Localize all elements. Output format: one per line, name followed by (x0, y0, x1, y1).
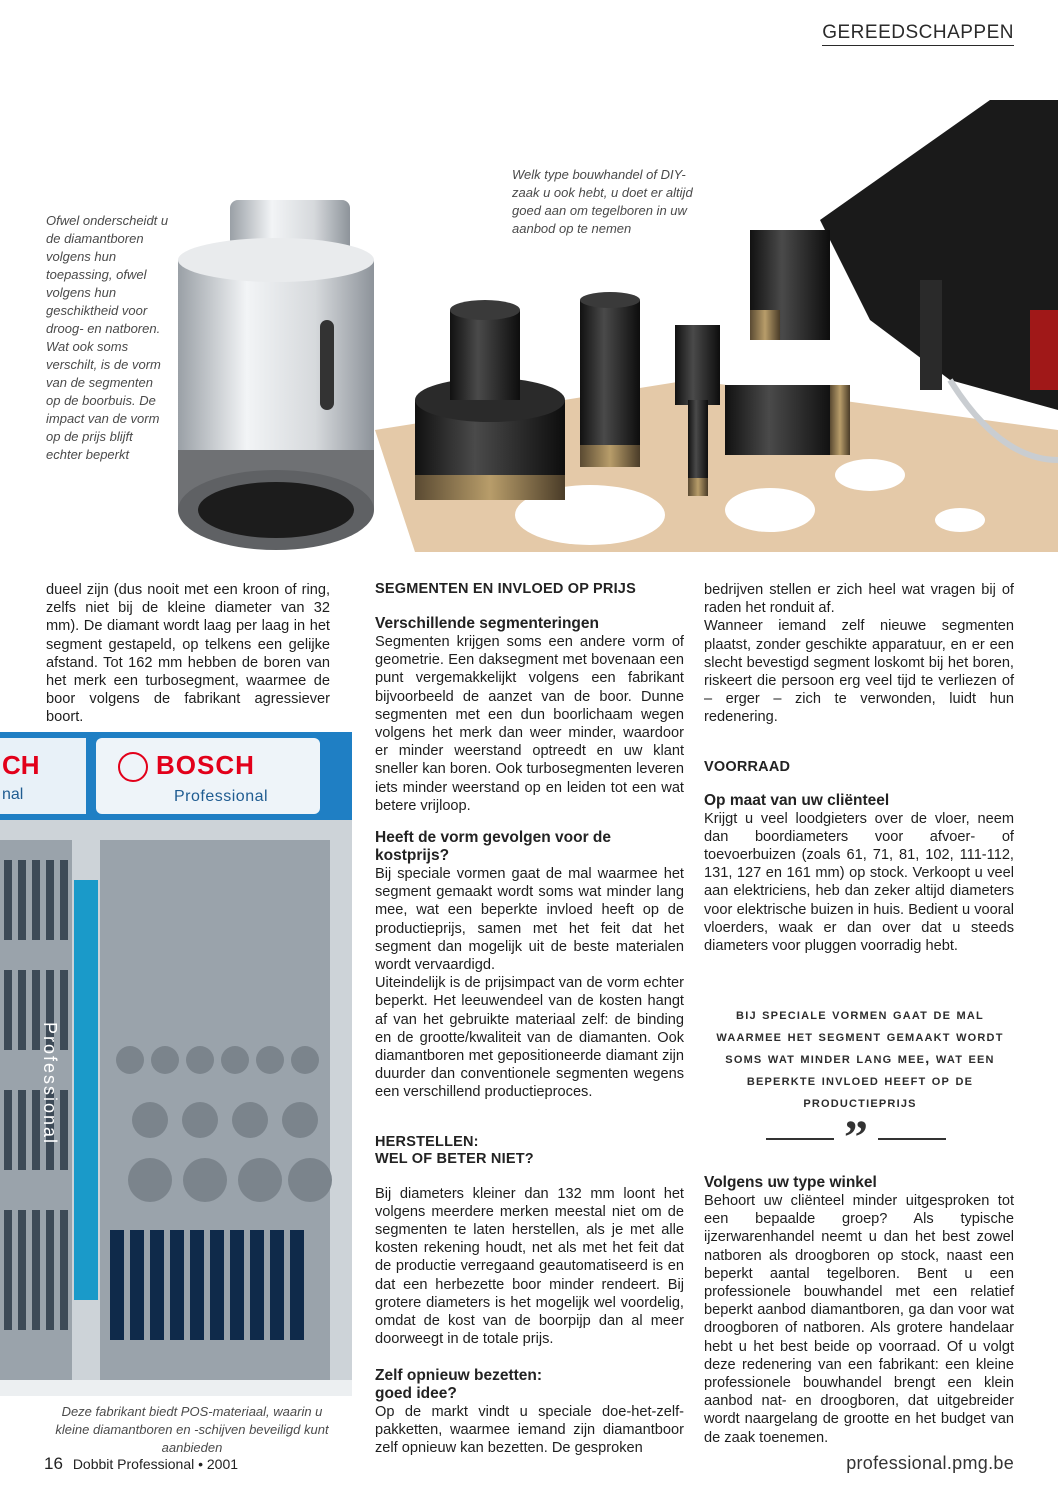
column-3 (704, 581, 1014, 955)
subheading-bezetten-1: Zelf opnieuw bezetten: (375, 1366, 543, 1384)
bosch-logo-icon (118, 752, 148, 782)
brand-partial-sub: nal (2, 786, 24, 803)
subheading-kostprijs: Heeft de vorm gevolgen voor de kostprijs? (375, 829, 611, 865)
col2-paragraph-3: Uiteindelijk is de prijsimpact van de vorm echter beperkt. Het leeuwendeel van de kosten hangt af van het gebruikte materiaal zelf: de binding en de grootte/kwaliteit van de diamanten. Ook diamantboren met gepositioneerde diamant zijn duurder dan conventionele segmenten wegens een verschillend productieproces. (375, 975, 684, 1101)
col3-paragraph-3: Krijgt u veel loodgieters over de vloer, neem dan boordiameters voor afvoer- of toevoerbuizen (zoals 61, 71, 81, 102, 111-112, 131, 127 en 161 mm) op stock. Verkoopt u veel aan elektriciens, heb dan zeker altijd diameters voor elektrische buizen in huis. Bedient u vooral vloerders, waak er dan over dat u steeds diameters voor pluggen voorradig hebt. (704, 810, 1014, 955)
brand-partial: CH (2, 750, 40, 780)
quote-rule-left (766, 1138, 834, 1140)
display-panel-left (0, 738, 86, 814)
caption-drill-types: Ofwel onderscheidt u de diamantboren volgens hun toepassing, ofwel volgens hun geschiktheid voor droog- en natboren. Wat ook soms verschilt, is de vorm van de segmenten op de boorbuis. De impact van de vorm op de prijs blijft echter beperkt (46, 213, 169, 462)
quote-mark-icon: ” (844, 1111, 868, 1164)
product-photo (170, 80, 1058, 552)
heading-voorraad: VOORRAAD (704, 758, 791, 775)
website-link[interactable]: professional.pmg.be (846, 1453, 1014, 1473)
page-number: 16 (44, 1454, 63, 1473)
column-3-bottom (704, 1174, 1014, 1447)
magazine-name: Dobbit Professional • 2001 (72, 1456, 239, 1472)
col3-paragraph-2: Wanneer iemand zelf nieuwe segmenten plaatst, zonder geschikte apparatuur, en er een slecht bevestigd segment loskomt bij het boren, riskeert die persoon erg veel tijd te verliezen of – erger – zich te verwonden, luidt hun redenering. (704, 618, 1014, 726)
display-panel-main (96, 738, 320, 814)
column-2 (375, 581, 684, 1457)
quote-rule-right (878, 1138, 946, 1140)
col2-paragraph-5: Op de markt vindt u speciale doe-het-zelf-pakketten, waarmee iemand zijn diamantboor zelf opnieuw kan bezetten. De gesproken (375, 1403, 684, 1456)
col3-paragraph-1: bedrijven stellen er zich heel wat vragen bij of raden het ronduit af. (704, 582, 1014, 617)
col1-paragraph: dueel zijn (dus nooit met een kroon of ring, zelfs niet bij de kleine diameter van 32 mm). De diamant wordt laag per laag in het segment gestapeld, op telkens een gelijke afstand. Tot 162 mm hebben de boren van het merk een turbosegment, waarmee de boor volgens de fabrikant agressiever boort. (46, 582, 330, 726)
subheading-bezetten-2: goed idee? (375, 1384, 457, 1402)
brand-name: BOSCH (156, 750, 255, 780)
caption-pos-display: Deze fabrikant biedt POS-materiaal, waarin u kleine diamantboren en -schijven beveiligd kunt aanbieden (55, 1404, 329, 1455)
brand-sub: Professional (174, 788, 269, 805)
section-label: GEREEDSCHAPPEN (822, 22, 1014, 46)
display-photo (0, 732, 352, 1396)
heading-segmenten: SEGMENTEN EN INVLOED OP PRIJS (375, 581, 636, 597)
caption-tile-drills: Welk type bouwhandel of DIY-zaak u ook hebt, u doet er altijd goed aan om tegelboren in uw aanbod op te nemen (512, 167, 693, 236)
subheading-segmenteringen: Verschillende segmenteringen (375, 615, 599, 632)
display-vertical-label: Professional (40, 1022, 60, 1146)
heading-herstellen-2: WEL OF BETER NIET? (375, 1150, 534, 1167)
col2-paragraph-1: Segmenten krijgen soms een andere vorm of geometrie. Een daksegment met bovenaan een punt vergemakkelijkt volgens een fabrikant bijvoorbeeld de aanzet van de boor. Dunne segmenten met een dun boorlichaam wegen volgens het merk dan weer minder, waardoor er minder weerstand optreedt en uw klant sneller kan boren. Ook turbosegmenten leveren iets minder weerstand op en leiden tot een wat betere vrijloop. (375, 634, 684, 814)
col2-paragraph-2: Bij speciale vormen gaat de mal waarmee het segment gemaakt wordt soms wat minder lang mee, wat een beperkte invloed heeft op de productieprijs, samen met het feit dat het segment dan mogelijk uit de beste materialen wordt vervaardigd. (375, 866, 684, 974)
subheading-clienteel: Op maat van uw cliënteel (704, 791, 890, 809)
subheading-type-winkel: Volgens uw type winkel (704, 1174, 877, 1191)
col2-paragraph-4: Bij diameters kleiner dan 132 mm loont het volgens meerdere merken meestal niet om de segmenten te laten herstellen, als je met alle kosten rekening houdt, net als met het feit dat de productie verregaand geautomatiseerd is en dat een herbezette boor minder rendeert. Bij grotere diameters is het mogelijk wel voordelig, omdat de kost van de boorpijp dan al meer doorweegt in de totale prijs. (375, 1185, 684, 1348)
heading-herstellen-1: HERSTELLEN: (375, 1133, 479, 1150)
pull-quote: bij speciale vormen gaat de mal waarmee het segment gemaakt wordt soms wat minder lang mee, wat een beperkte invloed heeft op de productieprijs (716, 1006, 1004, 1111)
footer-left (44, 1454, 238, 1474)
diamond-drill-photo (170, 80, 1058, 552)
quote-divider (766, 1111, 946, 1164)
col3-paragraph-4: Behoort uw cliënteel minder uitgesproken tot een bepaalde groep? Als typische ijzerwarenhandel neemt u dan het best zowel natboren als droogboren op stock, naast een beperkt aantal tegelboren. Bent u een professionele bouwhandel met een relatief beperkt aanbod diamantboren, ga dan voor wat droogboren of natboren. Als grotere handelaar hebt u het best beide op voorraad. Of u volgt deze redenering van een fabrikant: een kleine professionele bouwhandel brengt een klein aanbod nat- en droogboren, dat uitgebreider wordt naargelang de grootte en het budget van de zaak toenemen. (704, 1193, 1014, 1446)
